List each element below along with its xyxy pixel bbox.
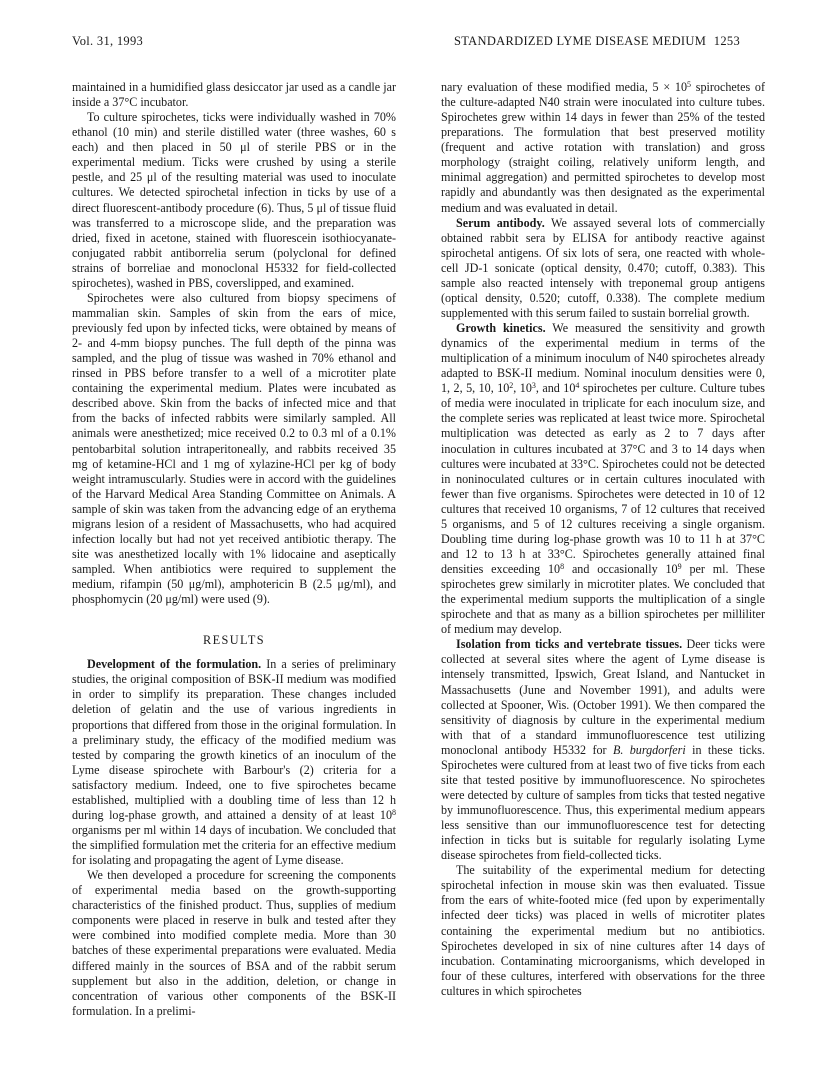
paragraph-screening-procedure: We then developed a procedure for screening the components of experimental media based on the growth-supporting characteristics of the finished product. Thus, supplies of medium components were placed in reserve in bulk and tested after they were combined into modified complete media. More than 30 batches of these experimental preparations were evaluated. Media differed mainly in the sources of BSA and of the rabbit serum supplement but also in the addition, deletion, or change in concentration of various other components of the BSK-II formulation. In a prelimi- (72, 868, 396, 1018)
paragraph-growth-kinetics: Growth kinetics. We measured the sensitivity and growth dynamics of the experimental medium in terms of the multiplication of a minimum inoculum of N40 spirochetes already adapted to BSK-II medium. Nominal inoculum densities were 0, 1, 2, 5, 10, $10^2$, $10^3$, and $10^4$ spirochetes per culture. Culture tubes of media were inoculated in triplicate for each inoculum size, and the complete series was replicated at least twice more. Spirochetal multiplication was detected as early as 2 to 7 days after inoculation in cultures incubated at 37°C and 3 to 14 days when cultures were incubated at 33°C. Spirochetes could not be detected in noninoculated cultures or in certain cultures inoculated with fewer than five organisms. Spirochetes were detected in 10 of 12 cultures that received 10 organisms, 7 of 12 cultures that received 5 organisms, and 5 of 12 cultures receiving a single organism. Doubling time during log-phase growth was 10 to 11 h at 37°C and 12 to 13 h at 33°C. Spirochetes generally attained final densities exceeding $10^8$ and occasionally $10^9$ per ml. These spirochetes grew similarly in microtiter plates. We concluded that the experimental medium supports the multiplication of a single spirochete and that as many as a billion spirochetes per milliliter of medium may develop. (441, 321, 765, 637)
paragraph-mouse-skin: The suitability of the experimental medium for detecting spirochetal infection in mouse skin was then evaluated. Tissue from the ears of white-footed mice (fed upon by experimentally infected deer ticks) was placed in wells of microtiter plates containing the experimental medium but no antibiotics. Spirochetes developed in six of nine cultures after 14 days of incubation. Contaminating microorganisms, which developed in four of these cultures, interfered with observations for the three cultures in which spirochetes (441, 863, 765, 998)
running-header (72, 34, 740, 54)
subheading-development: Development of the formulation. (87, 657, 262, 672)
paragraph-evaluation-continued: nary evaluation of these modified media, $5 \times 10^5$ spirochetes of the culture-adapted N40 strain were inoculated into culture tubes. Spirochetes grew within 14 days in fewer than 25% of the tested preparations. The formulation that best preserved motility (frequent and active rotation with translation) and gross morphology (straight coiling, relatively uniform length, and minimal aggregation) and permitted spirochetes to develop most rapidly and abundantly was then designated as the experimental medium and was evaluated in detail. (441, 80, 766, 215)
left-column (72, 80, 396, 1019)
paragraph-isolation: Isolation from ticks and vertebrate tissues. Deer ticks were collected at several sites where the agent of Lyme disease is intensely transmitted, Ipswich, Great Island, and Nantucket in Massachusetts (June and November 1991), and adults were collected at Spooner, Wis. (October 1991). We then compared the sensitivity of diagnosis by culture in the experimental medium with that of a standard immunofluorescence test utilizing monoclonal antibody H5332 for B. burgdorferi in these ticks. Spirochetes were cultured from at least two of five ticks from each site that tested positive by immunofluorescence. No spirochetes were detected by culture of samples from ticks that tested negative by immunofluorescence. Thus, this experimental medium appears less sensitive than our immunofluorescence test for detecting infection in ticks but is suitable for regularly isolating Lyme disease spirochetes from field-collected ticks. (441, 637, 765, 863)
results-heading: RESULTS (203, 633, 265, 648)
species-name: B. burgdorferi (612, 742, 686, 757)
paragraph-serum-antibody: Serum antibody. We assayed several lots of commercially obtained rabbit sera by ELISA for antibody reactive against spirochetal antigens. Of six lots of sera, one reacted with whole-cell JD-1 sonicate (optical density, 0.470; cutoff, 0.383). This sample also reacted intensely with treponemal group antigens (optical density, 0.520; cutoff, 0.338). The complete medium supplemented with this serum failed to sustain borrelial growth. (441, 215, 765, 320)
subheading-isolation: Isolation from ticks and vertebrate tissues. (456, 637, 683, 652)
paragraph-methods-continued: maintained in a humidified glass desiccator jar used as a candle jar inside a 37°C incubator. (72, 80, 396, 110)
subheading-growth-kinetics: Growth kinetics. (456, 321, 546, 335)
paragraph-tick-culture: To culture spirochetes, ticks were individually washed in 70% ethanol (10 min) and sterile distilled water (three washes, 60 s each) and then placed in 50 μl of sterile PBS or in the experimental medium. Ticks were crushed by using a sterile pestle, and 25 μl of the resulting material was used to inoculate cultures. We detected spirochetal infection in ticks by use of a direct fluorescent-antibody procedure (6). Thus, 5 μl of tissue fluid was transferred to a microscope slide, and the preparation was dried, fixed in acetone, stained with fluorescein isothiocyanate-conjugated rabbit antiborrelia serum (polyclonal for defined strains of borreliae and monoclonal H5332 for field-collected spirochetes), washed in PBS, coverslipped, and examined. (72, 110, 396, 290)
page-number: 1253 (713, 34, 740, 48)
journal-volume: Vol. 31, 1993 (72, 34, 144, 48)
paragraph-skin-biopsy: Spirochetes were also cultured from biopsy specimens of mammalian skin. Samples of skin from the ears of mice, previously fed upon by infected ticks, were obtained by means of 2- and 4-mm biopsy punches. The full depth of the pinna was sampled, and the plug of tissue was washed in 70% ethanol and rinsed in PBS before transfer to a well of a microtiter plate containing the experimental medium. Plates were incubated as described above. Skin from the backs of infected mice and that from the backs of infected rabbits were similarly sampled. All animals were anesthetized; mice received 0.2 to 0.3 ml of a 0.1% pentobarbital solution intraperitoneally, and rabbits received 35 mg of ketamine-HCl and 1 mg of xylazine-HCl per kg of body weight intramuscularly. Studies were in accord with the guidelines of the Harvard Medical Area Standing Committee on Animals. A sample of skin was taken from the advancing edge of an erythema migrans lesion of a resident of Massachusetts, who had acquired infection locally but had not yet received antibiotic therapy. The site was anesthetized locally with 1% lidocaine and aseptically sampled. When antibiotics were required to supplement the medium, rifampin (50 μg/ml), amphotericin B (2.5 μg/ml), and phosphomycin (20 μg/ml) were used (9). (72, 290, 396, 607)
subheading-serum-antibody: Serum antibody. (456, 215, 545, 230)
running-title: STANDARDIZED LYME DISEASE MEDIUM (454, 34, 707, 48)
right-column (441, 80, 765, 999)
paragraph-development-formulation: Development of the formulation. In a series of preliminary studies, the original composition of BSK-II medium was modified in order to simplify its preparation. These changes included deletion of gelatin and the use of various ingredients in proportions that differed from those in the original formulation. In a preliminary study, the efficacy of the modified medium was tested by comparing the growth kinetics of an inoculum of the Lyme disease spirochete with Barbour's (2) criteria for a satisfactory medium. Indeed, one to five spirochetes became established, multiplied with a doubling time of less than 12 h during log-phase growth, and attained a density of at least $10^8$ organisms per ml within 14 days of incubation. We concluded that the simplified formulation met the criteria for an effective medium for isolating and propagating the agent of Lyme disease. (72, 657, 396, 868)
